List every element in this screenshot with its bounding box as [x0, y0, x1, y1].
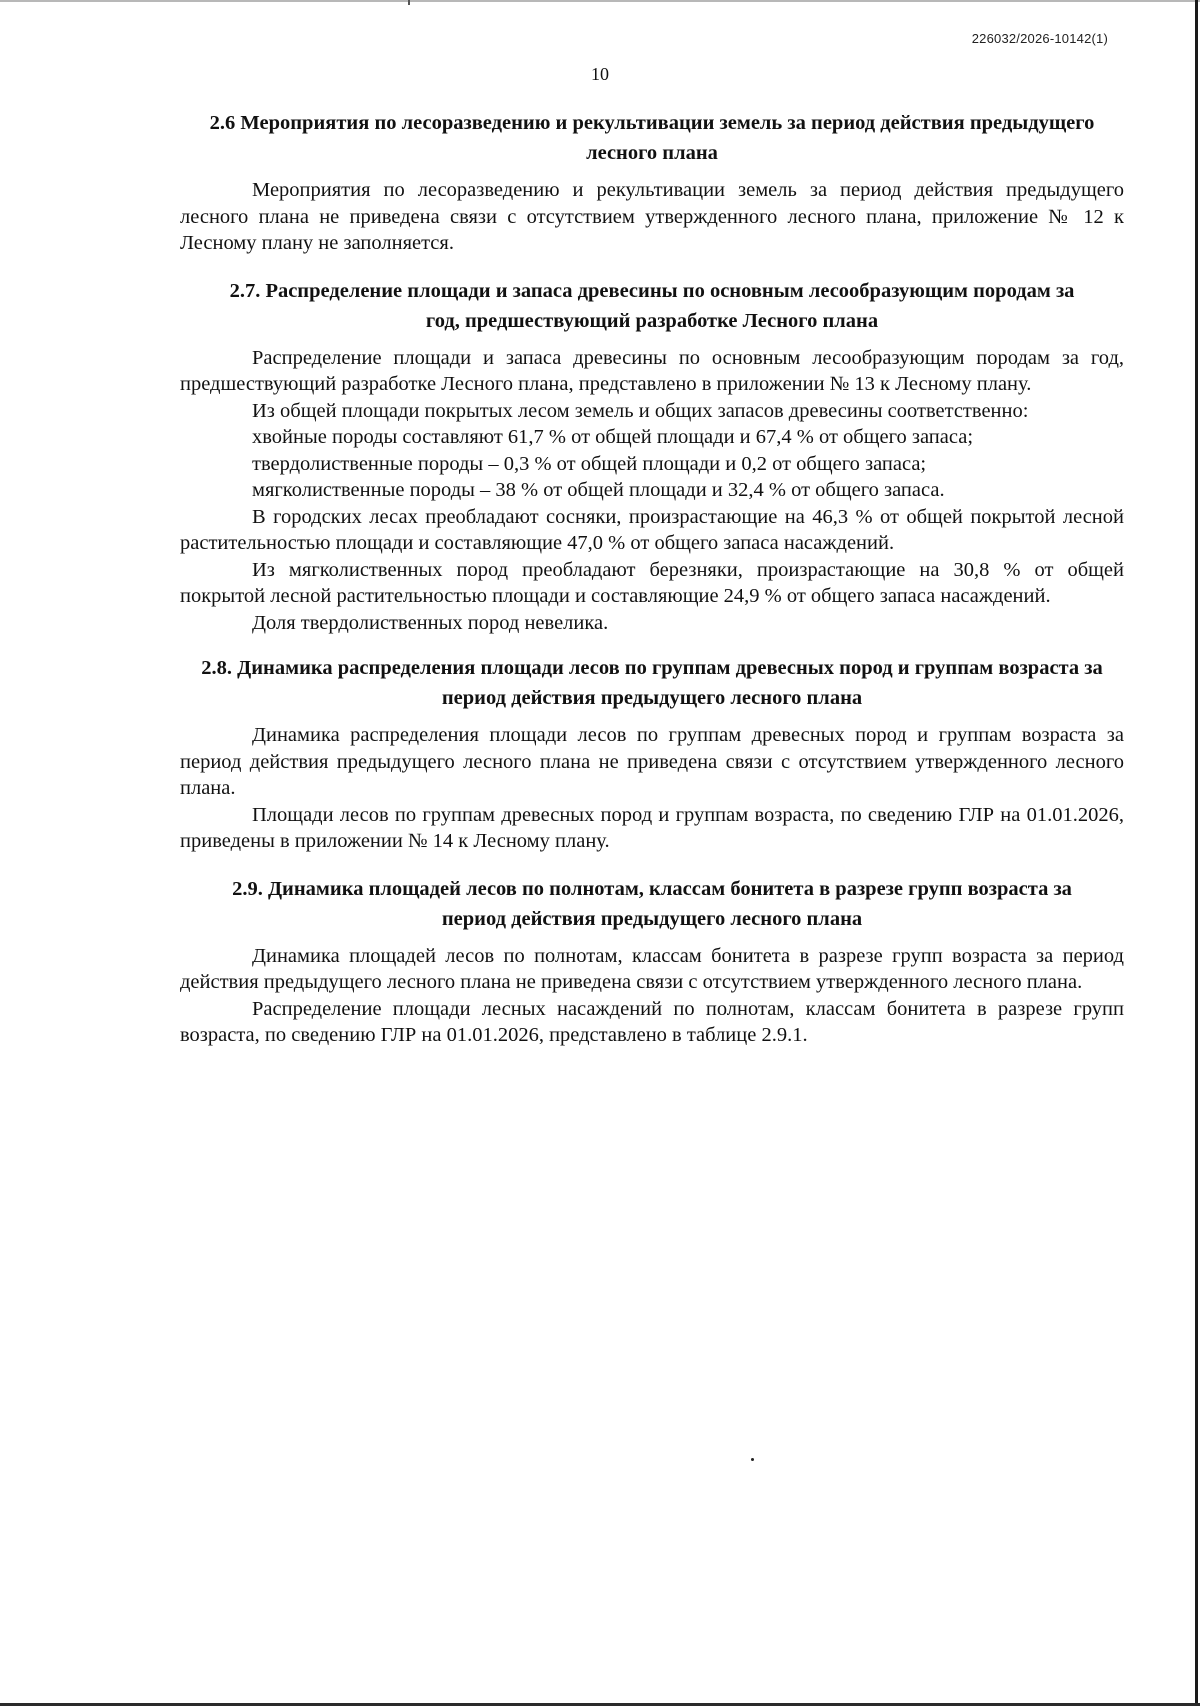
scan-speck	[751, 1458, 754, 1461]
paragraph: Площади лесов по группам древесных пород и группам возраста, по сведению ГЛР на 01.01.2026, приведены в приложении № 14 к Лесному плану.	[180, 803, 1124, 852]
paragraph: Распределение площади лесных насаждений по полнотам, классам бонитета в разрезе групп возраста, по сведению ГЛР на 01.01.2026, представлено в таблице 2.9.1.	[180, 997, 1124, 1046]
paragraph: Распределение площади и запаса древесины по основным лесообразующим породам за год, предшествующий разработке Лесного плана, представлено в приложении № 13 к Лесному плану.	[180, 346, 1124, 395]
scan-top-edge	[0, 0, 1200, 2]
paragraph: В городских лесах преобладают сосняки, произрастающие на 46,3 % от общей покрытой лесной растительностью площади и составляющие 47,0 % от общего запаса насаждений.	[180, 505, 1124, 554]
section-heading: 2.7. Распределение площади и запаса древесины по основным лесообразующим породам за год, предшествующий разработке Лесного плана	[229, 279, 1075, 332]
paragraph: Доля твердолиственных пород невелика.	[252, 611, 609, 634]
section-heading: 2.9. Динамика площадей лесов по полнотам, классам бонитета в разрезе групп возраста за период действия предыдущего лесного плана	[232, 877, 1072, 930]
paragraph: Из общей площади покрытых лесом земель и общих запасов древесины соответственно:	[252, 399, 1029, 422]
document-id: 226032/2026-10142(1)	[971, 31, 1108, 46]
document-body	[180, 108, 1124, 1049]
section-2-9	[180, 874, 1124, 1049]
list-item: хвойные породы составляют 61,7 % от общей площади и 67,4 % от общего запаса;	[252, 426, 974, 448]
scan-mark	[408, 0, 410, 5]
section-heading: 2.8. Динамика распределения площади лесов по группам древесных пород и группам возраста за период действия предыдущего лесного плана	[201, 657, 1103, 709]
list-item: твердолиственные породы – 0,3 % от общей площади и 0,2 от общего запаса;	[252, 452, 927, 475]
section-2-7	[180, 276, 1124, 637]
page-number: 10	[591, 64, 609, 84]
paragraph: Динамика распределения площади лесов по группам древесных пород и группам возраста за период действия предыдущего лесного плана не приведена связи с отсутствием утвержденного лесного плана.	[180, 724, 1124, 799]
scan-right-edge	[1195, 0, 1198, 1706]
list-item: мягколиственные породы – 38 % от общей площади и 32,4 % от общего запаса.	[252, 479, 945, 501]
paragraph: Мероприятия по лесоразведению и рекультивации земель за период действия предыдущего лесного плана не приведена связи с отсутствием утвержденного лесного плана, приложение № 12 к Лесному плану не заполняется.	[180, 179, 1124, 254]
section-heading: 2.6 Мероприятия по лесоразведению и рекультивации земель за период действия предыдущего лесного плана	[209, 112, 1095, 164]
paragraph: Динамика площадей лесов по полнотам, классам бонитета в разрезе групп возраста за период действия предыдущего лесного плана не приведена связи с отсутствием утвержденного лесного плана.	[180, 944, 1124, 993]
paragraph: Из мягколиственных пород преобладают березняки, произрастающие на 30,8 % от общей покрытой лесной растительностью площади и составляющие 24,9 % от общего запаса насаждений.	[180, 558, 1124, 607]
section-2-6	[180, 108, 1124, 257]
section-2-8	[180, 653, 1124, 855]
